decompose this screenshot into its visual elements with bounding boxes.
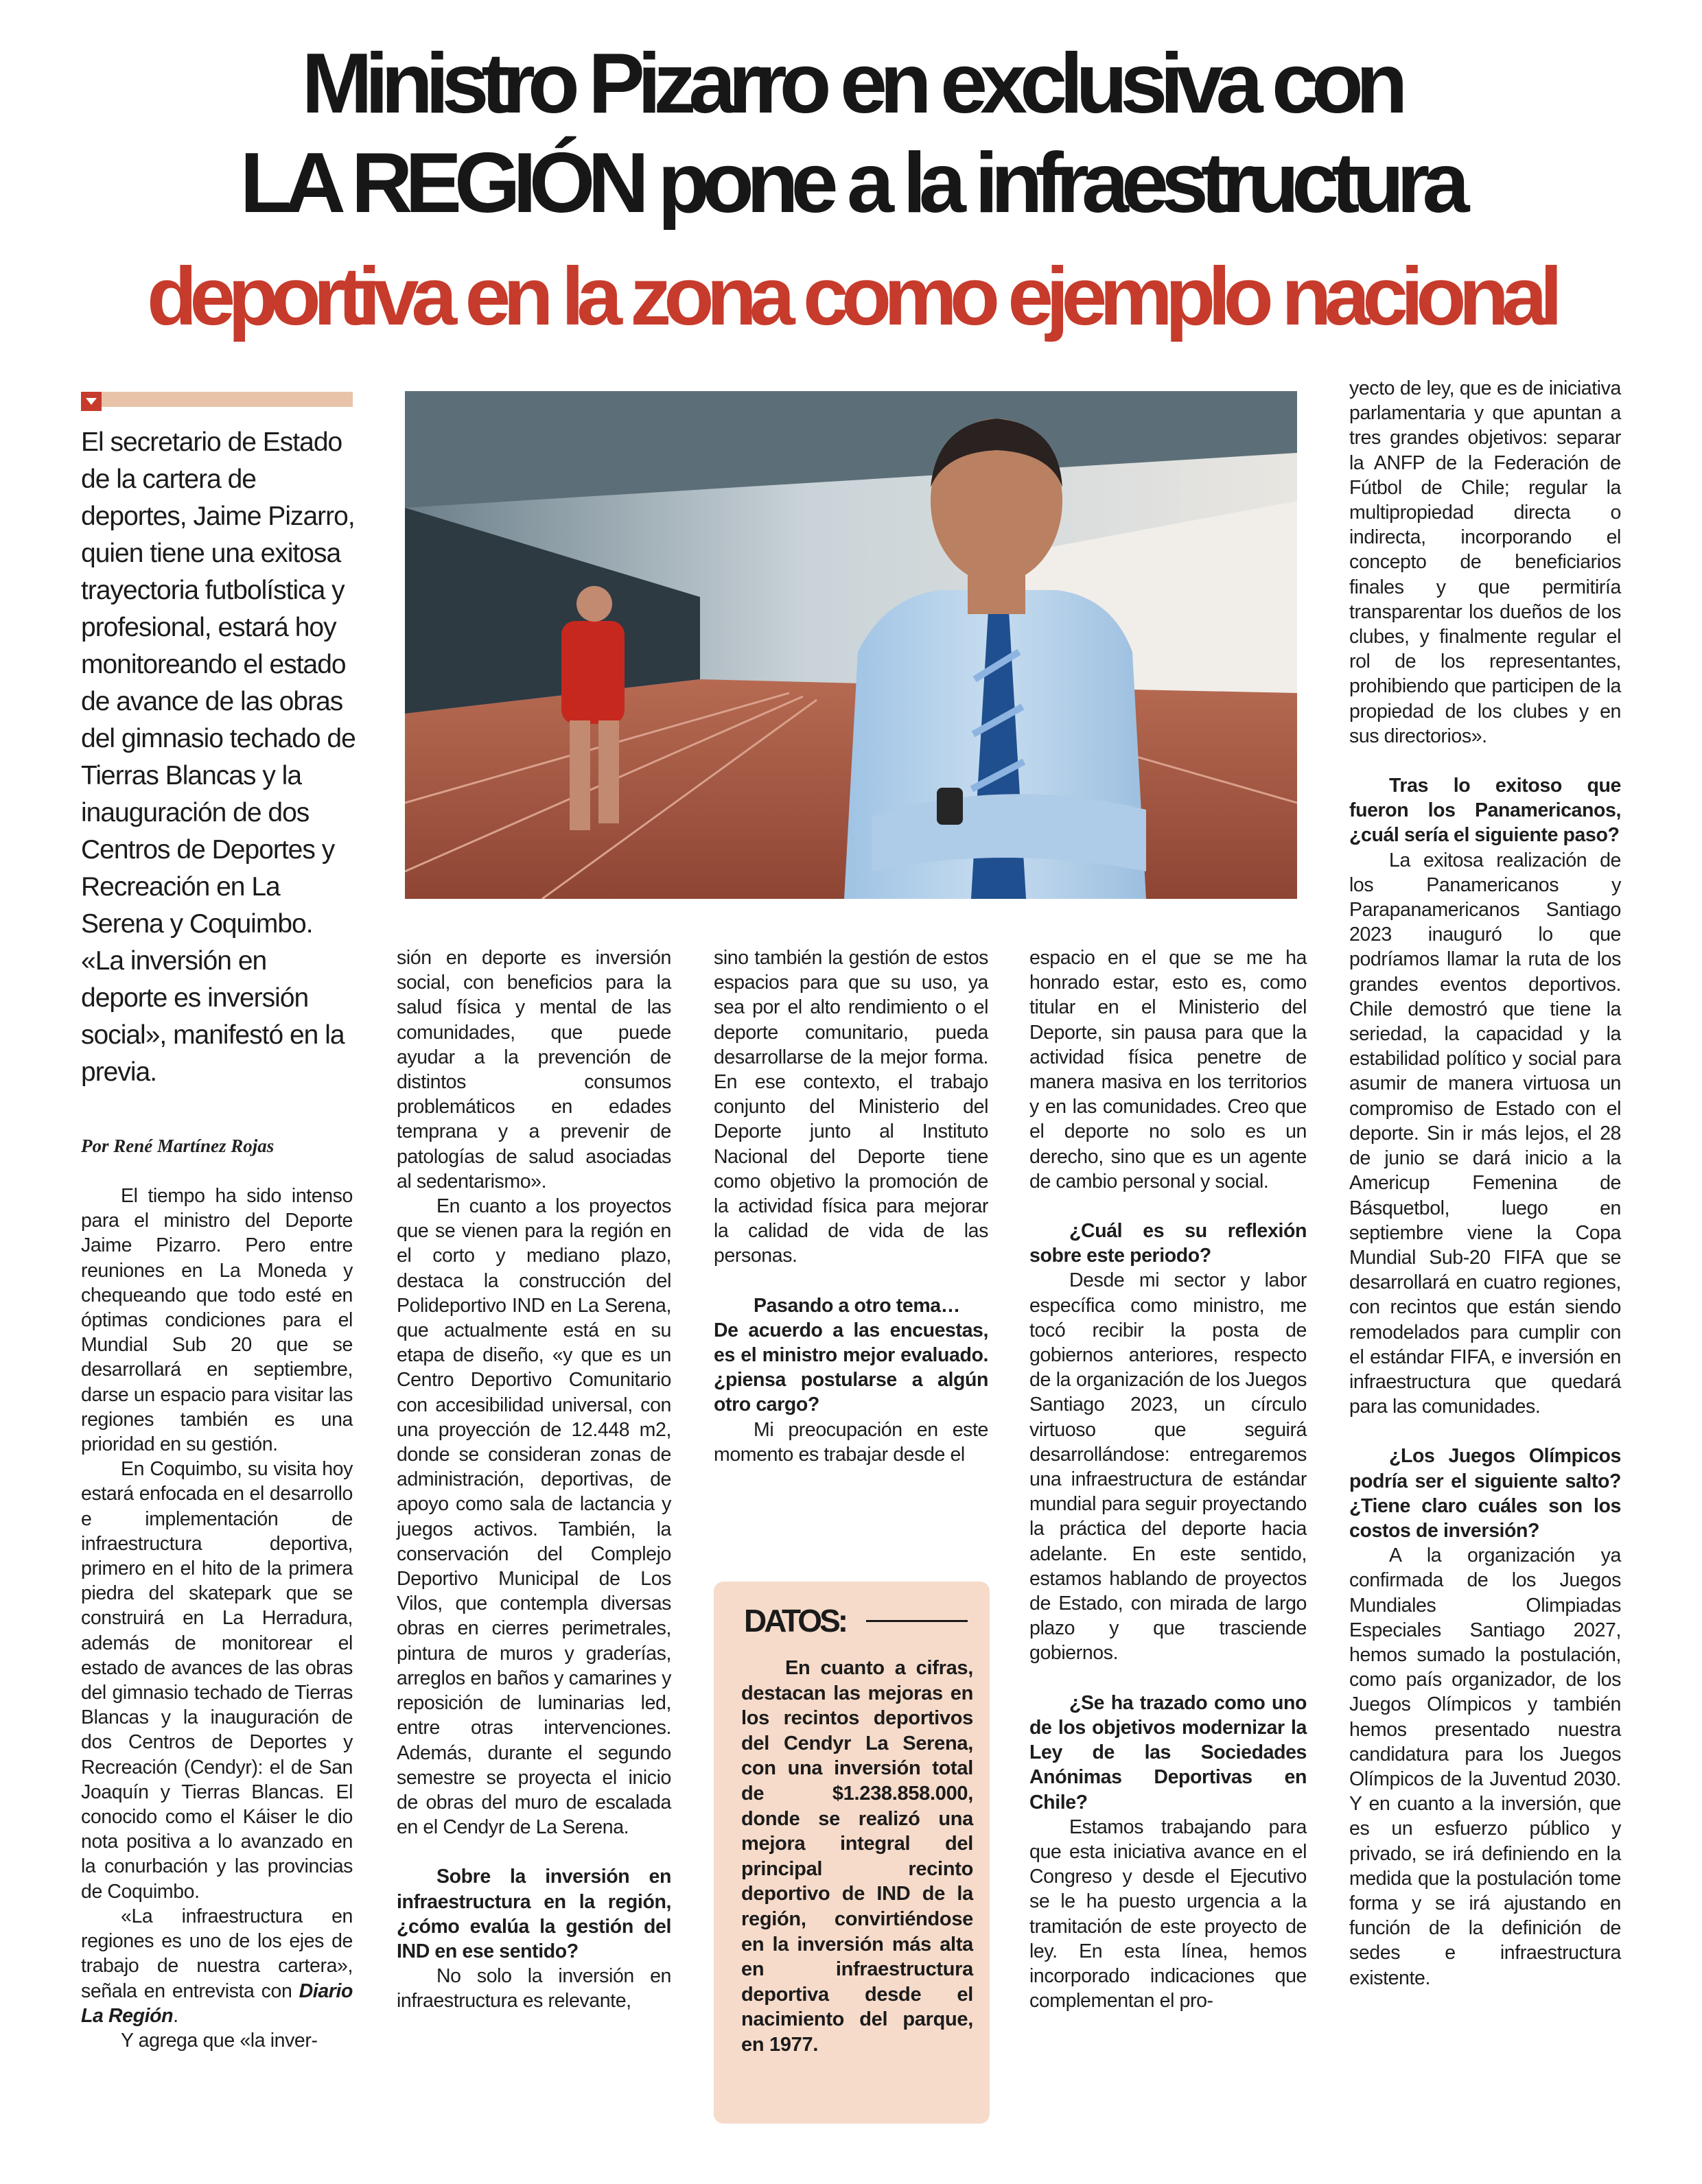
body-paragraph: espacio en el que se me ha honrado estar, esto es, como titular en el Ministerio del Deporte, sin pausa para que la actividad física penetre de manera masiva en los territorios y en las comunidades. Creo que el deporte no solo es un derecho, sino que es un agente de cambio personal y social. — [1029, 947, 1307, 1193]
body-paragraph: Estamos trabajando para que esta iniciativa avance en el Congreso y desde el Ejecutivo se le ha puesto urgencia a la tramitación de este proyecto de ley. En esta línea, hemos incorporado indicaciones que complementan el pro- — [1029, 1816, 1307, 2012]
body-paragraph: No solo la inversión en infraestructura es relevante, — [397, 1965, 671, 2012]
lead-accent-bar — [81, 392, 353, 407]
body-paragraph: «La infraestructura en regiones es uno de los ejes de trabajo de nuestra cartera», señala en entrevista con Diario La Región. — [81, 1905, 353, 2027]
article-column-5 — [1349, 376, 1621, 1991]
lead-paragraph: El secretario de Estado de la cartera de deportes, Jaime Pizarro, quien tiene una exitosa trayectoria futbolística y profesional, estará hoy monitoreando el estado de avance de las obras del gimnasio techado de Tierras Blancas y la inauguración de dos Centros de Deportes y Recreación en La Serena y Coquimbo. «La inversión en deporte es inversión social», manifestó en la previa. — [81, 427, 355, 1087]
headline-line-3: deportiva en la zona como ejemplo nacional — [147, 250, 1555, 342]
body-paragraph: El tiempo ha sido intenso para el ministro del Deporte Jaime Pizarro. Pero entre reuniones en La Moneda y chequeando que todo esté en óptimas condiciones para el Mundial Sub 20 que se desarrollará en septiembre, darse un espacio para visitar las regiones también es una prioridad en su gestión. — [81, 1185, 353, 1456]
body-paragraph: La exitosa realización de los Panamericanos y Parapanamericanos Santiago 2023 inauguró lo que podríamos llamar la ruta de los grandes eventos deportivos. Chile demostró que tiene la seriedad, la capacidad y la estabilidad político y social para asumir de manera virtuosa un compromiso de Estado con el deporte. Sin ir más lejos, el 28 de junio se dará inicio a la Americup Femenina de Básquetbol, luego en septiembre viene la Copa Mundial Sub-20 FIFA que se desarrollará en cuatro regiones, con recintos que están siendo remodelados para cumplir con el estándar FIFA, e inversión en infraestructura que quedará para las comunidades. — [1349, 849, 1621, 1418]
interview-question: Tras lo exitoso que fueron los Panamericanos, ¿cuál sería el siguiente paso? — [1349, 775, 1621, 847]
interview-question: ¿Se ha trazado como uno de los objetivos modernizar la Ley de las Sociedades Anónimas Deportivas en Chile? — [1029, 1691, 1307, 1813]
body-paragraph: sión en deporte es inversión social, con beneficios para la salud física y mental de las comunidades, que puede ayudar a la prevención de distintos consumos problemáticos en edades temprana y a prevenir de patologías de salud asociadas al sedentarismo». — [397, 947, 671, 1193]
minister-photo — [405, 391, 1297, 899]
datos-rule — [866, 1620, 968, 1622]
datos-box — [714, 1582, 990, 2124]
body-paragraph: En Coquimbo, su visita hoy estará enfocada en el desarrollo e implementación de infraestructura deportiva, primero en el hito de la primera piedra del skatepark que se construirá en La Herradura, además de monitorear el estado de avances de las obras del gimnasio techado de Tierras Blancas y la inauguración de dos Centros de Deportes y Recreación (Cendyr): el de San Joaquín y Tierras Blancas. El conocido como el Káiser le dio nota positiva a lo avanzado en la conurbación y las provincias de Coquimbo. — [81, 1458, 353, 1903]
datos-title: DATOS: — [744, 1603, 846, 1639]
datos-text: En cuanto a cifras, destacan las mejoras en los recintos deportivos del Cendyr La Serena, con una inversión total de $1.238.858.000, donde se realizó una mejora integral del principal recinto deportivo de IND de la región, convirtiéndose en la inversión más alta en infraestructura deportiva desde el nacimiento del parque, en 1977. — [741, 1657, 973, 2056]
article-column-2 — [397, 946, 671, 2014]
triangle-down-icon — [81, 392, 102, 411]
headline-line-2: LA REGIÓN pone a la infraestructura — [240, 136, 1462, 231]
article-column-1 — [81, 1184, 353, 2053]
body-paragraph: Desde mi sector y labor específica como ministro, me tocó recibir la posta de gobiernos anteriores, respecto de la organización de los Juegos Santiago 2023, un círculo virtuoso que seguirá desarrollándose: entregaremos una infraestructura de estándar mundial para seguir proyectando la práctica del deporte hacia adelante. En este sentido, estamos hablando de proyectos de Estado, con mirada de largo plazo y que trasciende gobiernos. — [1029, 1269, 1307, 1665]
interview-question: Pasando a otro tema… — [754, 1294, 960, 1317]
body-paragraph: En cuanto a los proyectos que se vienen para la región en el corto y mediano plazo, destaca la construcción del Polideportivo IND en La Serena, que actualmente está en su etapa de diseño, «y que es un Centro Deportivo Comunitario con accesibilidad universal, con una proyección de 12.448 m2, donde se consideran zonas de administración, deportivas, de apoyo como sala de lactancia y juegos activos. También, la conservación del Complejo Deportivo Municipal de Los Vilos, que contempla diversas obras en cierres perimetrales, pintura de muros y graderías, arreglos en baños y camarines y reposición de luminarias led, entre otras intervenciones. Además, durante el segundo semestre se proyecta el inicio de obras del muro de escalada en el Cendyr de La Serena. — [397, 1195, 671, 1839]
article-column-3 — [714, 946, 988, 1467]
interview-question: ¿Los Juegos Olímpicos podría ser el siguiente salto? ¿Tiene claro cuáles son los costos de inversión? — [1349, 1445, 1621, 1542]
body-paragraph: yecto de ley, que es de iniciativa parlamentaria y que apuntan a tres grandes objetivos: separar la ANFP de la Federación de Fútbol de Chile; regular la multipropiedad directa o indirecta, incorporando el concepto de beneficiarios finales y que permitiría transparentar los dueños de los clubes, y finalmente regular el rol de los representantes, prohibiendo que participen de la propiedad de los clubes y en sus directorios». — [1349, 377, 1621, 747]
body-paragraph: sino también la gestión de estos espacios para que su uso, ya sea por el alto rendimiento o el deporte comunitario, pueda desarrollarse de la mejor forma. En ese contexto, el trabajo conjunto del Ministerio del Deporte junto al Instituto Nacional del Deporte tiene como objetivo la promoción de la actividad física para mejorar la calidad de vida de las personas. — [714, 947, 988, 1267]
interview-question: Sobre la inversión en infraestructura en la región, ¿cómo evalúa la gestión del IND en ese sentido? — [397, 1866, 671, 1962]
byline: Por René Martínez Rojas — [81, 1136, 275, 1156]
newspaper-name: Diario La Región — [81, 1980, 353, 2027]
body-paragraph: A la organización ya confirmada de los Juegos Mundiales Olimpiadas Especiales Santiago 2027, hemos sumado la postulación, como país organizador, de los Juegos Olímpicos y también hemos presentado nuestra candidatura para los Juegos Olímpicos de la Juventud 2030. Y en cuanto a la inversión, que es un esfuerzo público y privado, se irá definiendo en la medida que la postulación tome forma y se irá ajustando en función de la definición de sedes e infraestructura existente. — [1349, 1545, 1621, 1989]
interview-question: ¿Cuál es su reflexión sobre este periodo? — [1029, 1220, 1307, 1267]
body-paragraph: Mi preocupación en este momento es trabajar desde el — [714, 1418, 988, 1466]
body-paragraph: Y agrega que «la inver- — [121, 2029, 318, 2052]
interview-question: De acuerdo a las encuestas, es el ministro mejor evaluado. ¿piensa postularse a algún otro cargo? — [714, 1319, 988, 1416]
article-column-4 — [1029, 946, 1307, 2013]
headline-line-1: Ministro Pizarro en exclusiva con — [301, 36, 1401, 131]
